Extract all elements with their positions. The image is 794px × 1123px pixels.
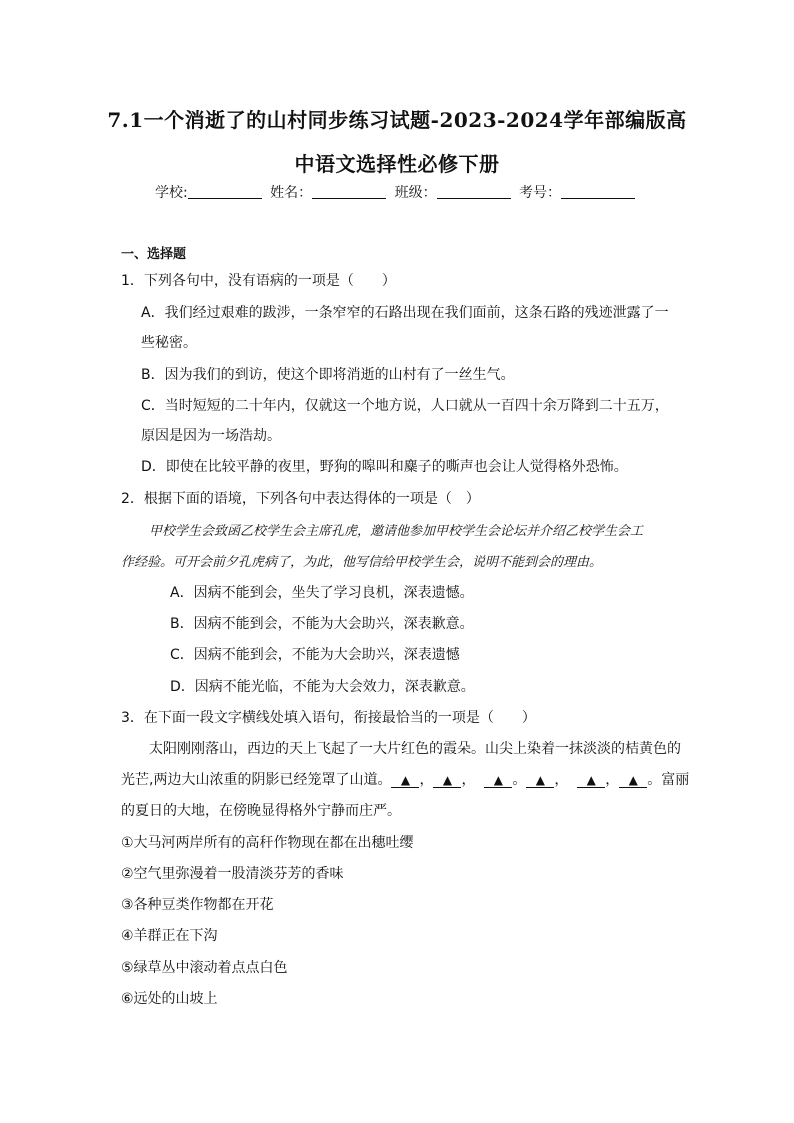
q1-option-c-cont: 原因是因为一场浩劫。 <box>141 428 281 444</box>
comma: ， <box>605 772 620 788</box>
section-heading: 一、选择题 <box>121 247 187 262</box>
exam-no-label: 考号： <box>519 185 562 201</box>
comma: ， <box>419 772 434 788</box>
student-info-row <box>0 182 794 202</box>
name-blank <box>312 184 386 199</box>
blank-1: ▲ <box>391 773 419 788</box>
q3-passage-blanks <box>121 769 689 789</box>
q2-option-c: C．因病不能到会，不能为大会助兴，深表遗憾 <box>170 647 460 663</box>
blank-4: ▲ <box>526 773 554 788</box>
q2-stem: 2．根据下面的语境，下列各句中表达得体的一项是（ ） <box>121 491 480 507</box>
q2-context-cont: 作经验。可开会前夕孔虎病了，为此，他写信给甲校学生会，说明不能到会的理由。 <box>121 555 603 570</box>
blank-3: ▲ <box>484 773 512 788</box>
q1-option-a: A．我们经过艰难的跋涉，一条窄窄的石路出现在我们面前，这条石路的残迹泄露了一 <box>141 305 669 321</box>
q1-stem: 1．下列各句中，没有语病的一项是（ ） <box>121 273 396 289</box>
comma: ， <box>554 772 569 788</box>
comma: ， <box>461 772 476 788</box>
q1-option-a-cont: 些秘密。 <box>141 335 197 351</box>
q3-passage-end: 富丽 <box>661 772 690 788</box>
q2-option-b: B．因病不能到会，不能为大会助兴，深表歉意。 <box>170 616 474 632</box>
q3-stem: 3．在下面一段文字横线处填入语句，衔接最恰当的一项是（ ） <box>121 710 536 726</box>
q1-option-b: B．因为我们的到访，使这个即将消逝的山村有了一丝生气。 <box>141 367 515 383</box>
class-blank <box>437 184 511 199</box>
class-label: 班级： <box>394 185 437 201</box>
q2-option-a: A．因病不能到会，坐失了学习良机，深表遗憾。 <box>170 585 474 601</box>
blank-2: ▲ <box>433 773 461 788</box>
period: 。 <box>512 772 527 788</box>
q3-choice-6: ⑥远处的山坡上 <box>121 991 218 1007</box>
q3-passage-start: 光芒,两边大山浓重的阴影已经笼罩了山道。 <box>121 772 392 788</box>
q3-passage-cont: 的夏日的大地，在傍晚显得格外宁静而庄严。 <box>121 803 401 819</box>
q2-context: 甲校学生会致函乙校学生会主席孔虎，邀请他参加甲校学生会论坛并介绍乙校学生会工 <box>149 524 644 539</box>
blank-5: ▲ <box>577 773 605 788</box>
q3-choice-2: ②空气里弥漫着一股清淡芬芳的香味 <box>121 866 344 882</box>
q1-option-c: C．当时短短的二十年内，仅就这一个地方说，人口就从一百四十余万降到二十五万， <box>141 398 669 414</box>
exam-no-blank <box>561 184 635 199</box>
q2-option-d: D．因病不能光临，不能为大会效力，深表歉意。 <box>170 679 475 695</box>
school-label: 学校: <box>154 185 188 201</box>
blank-6: ▲ <box>619 773 647 788</box>
name-label: 姓名： <box>270 185 313 201</box>
q3-choice-4: ④羊群正在下沟 <box>121 928 218 944</box>
q3-passage: 太阳刚刚落山，西边的天上飞起了一大片红色的霞朵。山尖上染着一抹淡淡的桔黄色的 <box>149 741 681 757</box>
school-blank <box>188 184 262 199</box>
q3-choice-3: ③各种豆类作物都在开花 <box>121 897 274 913</box>
period: 。 <box>647 772 662 788</box>
doc-title-line2: 中语文选择性必修下册 <box>294 152 500 176</box>
doc-title-line1: 7.1一个消逝了的山村同步练习试题-2023-2024学年部编版高 <box>107 108 687 132</box>
q1-option-d: D．即使在比较平静的夜里，野狗的嗥叫和麋子的嘶声也会让人觉得格外恐怖。 <box>141 459 628 475</box>
q3-choice-1: ①大马河两岸所有的高秆作物现在都在出穗吐缨 <box>121 835 414 851</box>
q3-choice-5: ⑤绿草丛中滚动着点点白色 <box>121 960 288 976</box>
